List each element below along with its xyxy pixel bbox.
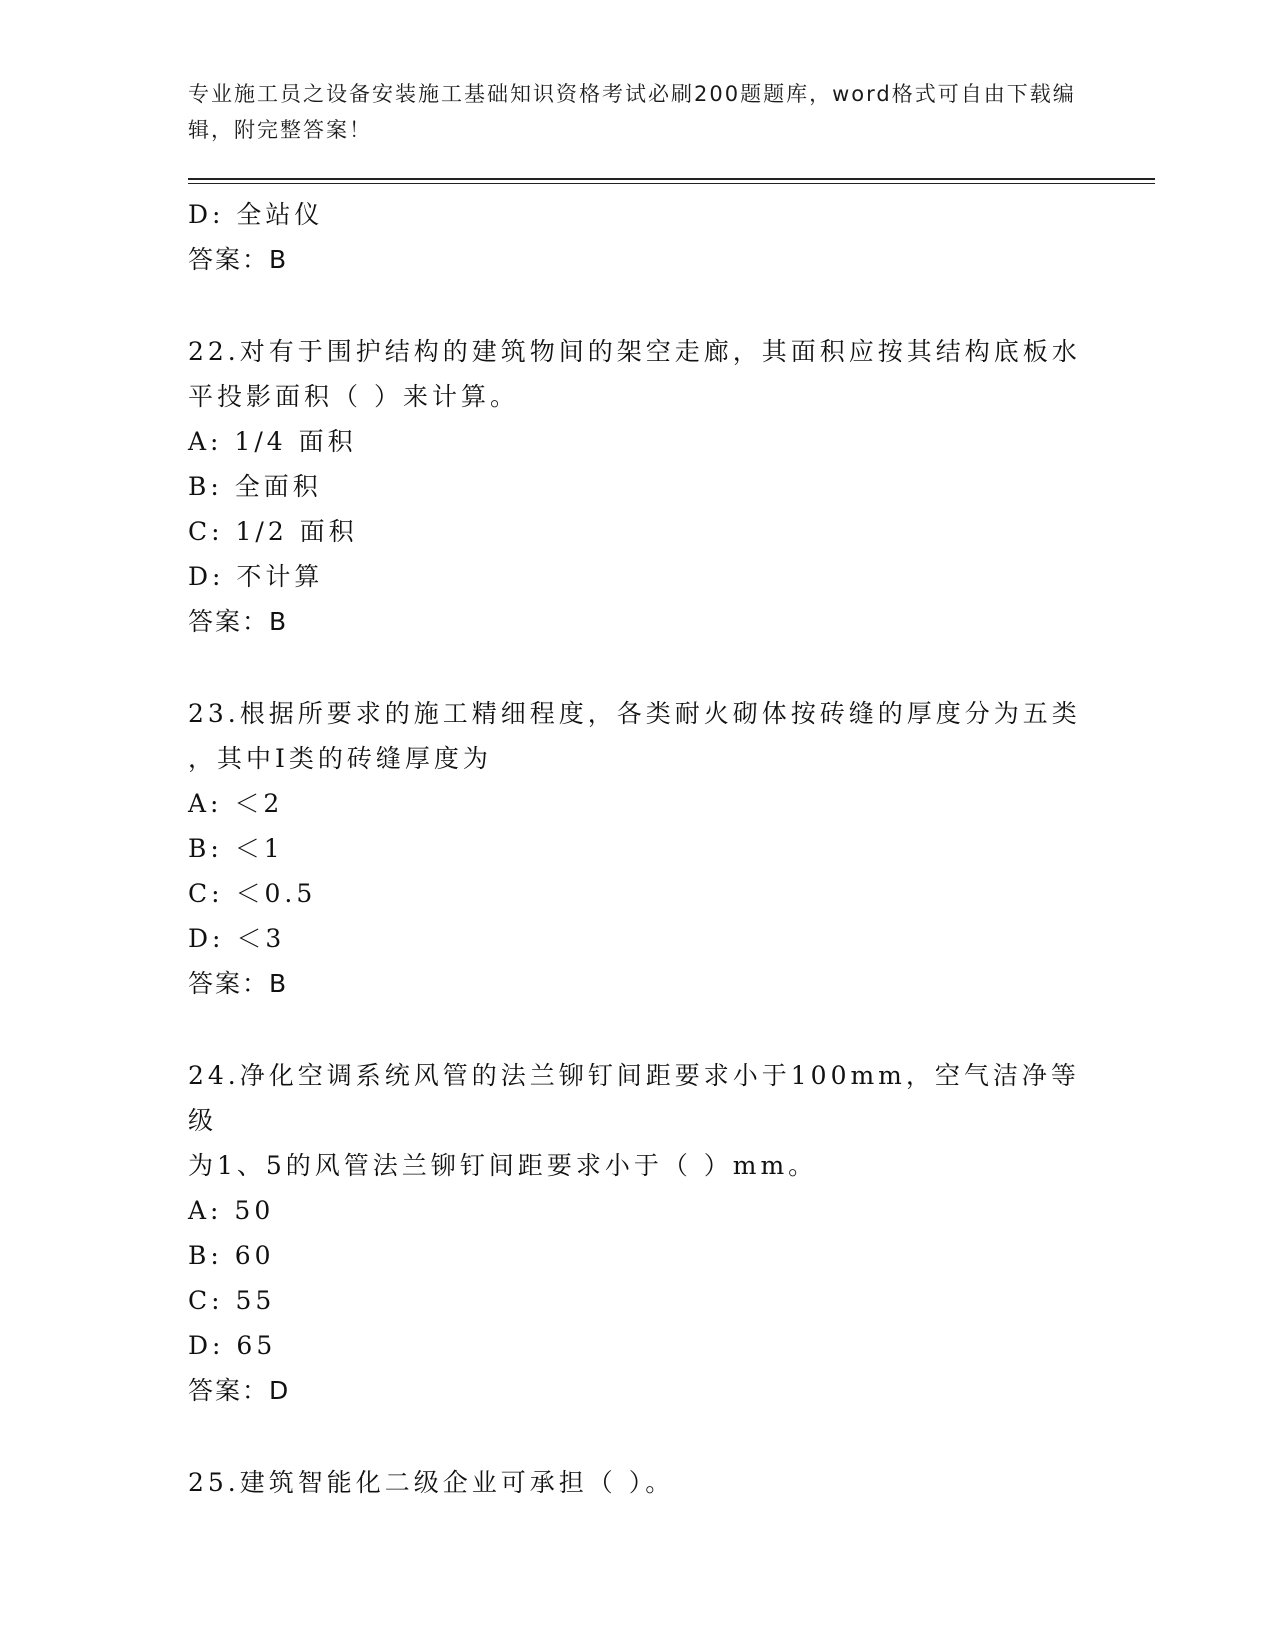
option-a: A: ＜2 <box>188 789 284 818</box>
option-b: B: 全面积 <box>188 472 322 501</box>
option-c: C: 1/2 面积 <box>188 517 358 546</box>
option-d: D: ＜3 <box>188 924 286 953</box>
question-22 <box>188 329 1088 644</box>
answer-line: 答案：D <box>188 1376 291 1405</box>
answer-line: 答案：B <box>188 607 289 636</box>
question-23 <box>188 691 1088 1006</box>
header-divider-thick <box>188 178 1155 180</box>
option-d: D: 不计算 <box>188 562 324 591</box>
option-a: A: 50 <box>188 1196 275 1225</box>
header-divider-thin <box>188 183 1155 184</box>
option-b: B: ＜1 <box>188 834 284 863</box>
question-24 <box>188 1053 1088 1413</box>
option-a: A: 1/4 面积 <box>188 427 357 456</box>
option-c: C: ＜0.5 <box>188 879 317 908</box>
question-text: 22.对有于围护结构的建筑物间的架空走廊，其面积应按其结构底板水 平投影面积（ ）来计算。 <box>188 337 1081 411</box>
option-d: D: 全站仪 <box>188 200 324 229</box>
question-text: 23.根据所要求的施工精细程度，各类耐火砌体按砖缝的厚度分为五类 ，其中Ⅰ类的砖缝厚度为 <box>188 699 1081 773</box>
option-d: D: 65 <box>188 1331 277 1360</box>
previous-question-tail <box>188 192 1088 282</box>
question-text: 25.建筑智能化二级企业可承担（ ）。 <box>188 1468 675 1497</box>
question-text: 24.净化空调系统风管的法兰铆钉间距要求小于100mm，空气洁净等级 为1、5的风管法兰铆钉间距要求小于（ ）mm。 <box>188 1061 1080 1180</box>
option-b: B: 60 <box>188 1241 275 1270</box>
answer-line: 答案：B <box>188 245 289 274</box>
document-header: 专业施工员之设备安装施工基础知识资格考试必刷200题题库，word格式可自由下载编辑，附完整答案！ <box>188 82 1076 142</box>
question-25 <box>188 1460 1088 1505</box>
question-list <box>188 192 1088 1505</box>
answer-line: 答案：B <box>188 969 289 998</box>
option-c: C: 55 <box>188 1286 276 1315</box>
